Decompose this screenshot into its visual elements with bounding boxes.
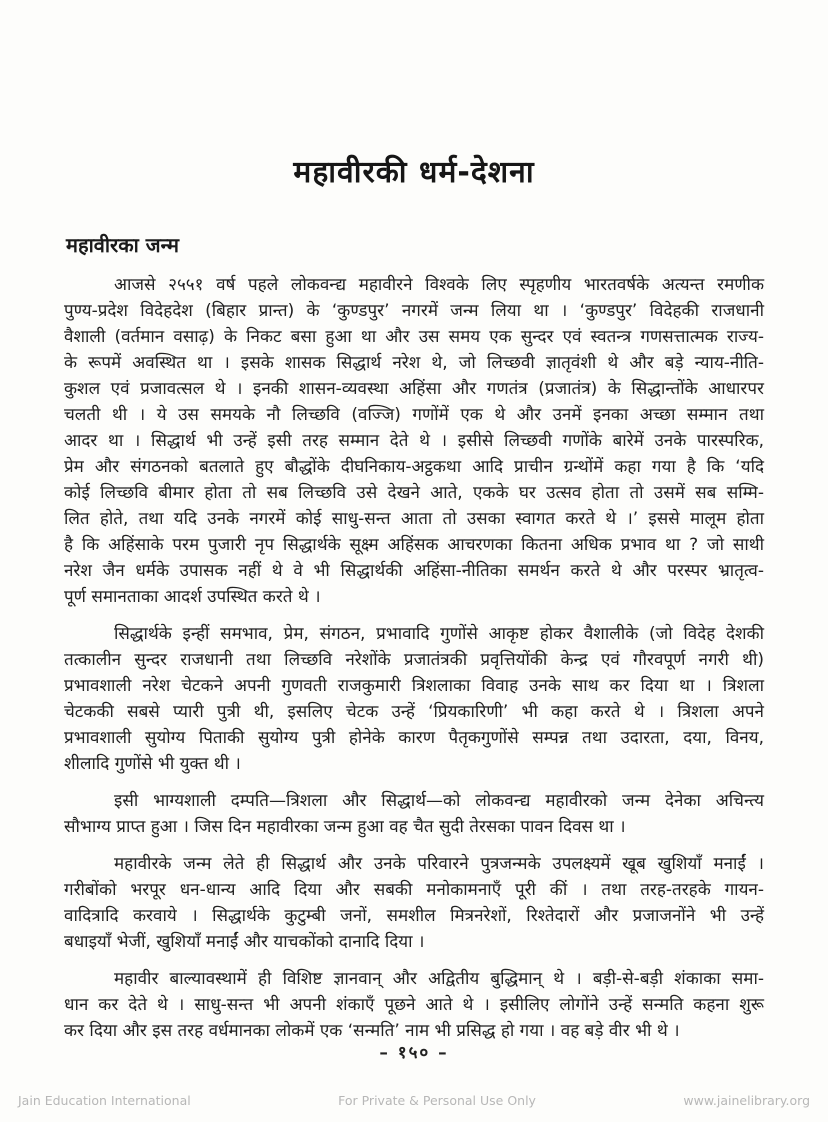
text-line: वैशाली (वर्तमान वसाढ़) के निकट बसा हुआ था और उस समय एक सुन्दर एवं स्वतन्त्र गणसत्तात्मक राज्य-	[64, 327, 764, 347]
text-line: पूर्ण समानताका आदर्श उपस्थित करते थे ।	[64, 587, 321, 607]
text-line: चलती थी । ये उस समयके नौ लिच्छवि (वज्जि) गणोंमें एक थे और उनमें इनका अच्छा सम्मान तथा	[64, 405, 764, 425]
footer-right-text: www.jainelibrary.org	[683, 1093, 810, 1108]
text-line: आदर था । सिद्धार्थ भी उन्हें इसी तरह सम्मान देते थे । इसीसे लिच्छवी गणोंके बारेमें उनके पारस्परिक,	[64, 431, 764, 451]
text-line: पुण्य-प्रदेश विदेहदेश (बिहार प्रान्त) के ‘कुण्डपुर’ नगरमें जन्म लिया था । ‘कुण्डपुर’ विदेहकी राजधानी	[64, 301, 764, 321]
footer-center-text: For Private & Personal Use Only	[338, 1093, 536, 1108]
text-line: सिद्धार्थके इन्हीं समभाव, प्रेम, संगठन, प्रभावादि गुणोंसे आकृष्ट होकर वैशालीके (जो विदेह देशकी	[114, 624, 764, 644]
text-line: इसी भाग्यशाली दम्पति—त्रिशला और सिद्धार्थ—को लोकवन्द्य महावीरको जन्म देनेका अचिन्त्य	[114, 791, 764, 811]
text-line: आजसे २५५१ वर्ष पहले लोकवन्द्य महावीरने विश्वके लिए स्पृहणीय भारतवर्षके अत्यन्त रमणीक	[114, 275, 764, 295]
text-line: कर दिया और इस तरह वर्धमानका लोकमें एक ‘सन्मति’ नाम भी प्रसिद्ध हो गया । वह बड़े वीर भी थे ।	[64, 1021, 680, 1041]
text-line: चेटककी सबसे प्यारी पुत्री थी, इसलिए चेटक उन्हें ‘प्रियकारिणी’ भी कहा करते थे । त्रिशला अपने	[64, 702, 764, 722]
text-line: बधाइयाँ भेजीं, खुशियाँ मनाईं और याचकोंको दानादि दिया ।	[64, 932, 425, 952]
text-line: प्रभावशाली नरेश चेटकने अपनी गुणवती राजकुमारी त्रिशलाका विवाह उनके साथ कर दिया था । त्रिशला	[64, 676, 764, 696]
section-heading: महावीरका जन्म	[66, 233, 179, 257]
text-line: के रूपमें अवस्थित था । इसके शासक सिद्धार्थ नरेश थे, जो लिच्छवी ज्ञातृवंशी थे और बड़े न्याय-नीति-	[64, 353, 764, 373]
text-line: शीलादि गुणोंसे भी युक्त थी ।	[64, 754, 241, 774]
text-line: नरेश जैन धर्मके उपासक नहीं थे वे भी सिद्धार्थकी अहिंसा-नीतिका समर्थन करते थे और परस्पर भ्रातृत्व-	[64, 561, 764, 581]
text-line: सौभाग्य प्राप्त हुआ । जिस दिन महावीरका जन्म हुआ वह चैत सुदी तेरसका पावन दिवस था ।	[64, 817, 626, 837]
text-line: तत्कालीन सुन्दर राजधानी तथा लिच्छवि नरेशोंके प्रजातंत्रकी प्रवृत्तियोंकी केन्द्र एवं गौरवपूर्ण नगरी थी)	[64, 650, 764, 670]
text-line: वादित्रादि करवाये । सिद्धार्थके कुटुम्बी जनों, समशील मित्रनरेशों, रिश्तेदारों और प्रजाजनोंने भी उन्हें	[64, 906, 764, 926]
text-line: महावीरके जन्म लेते ही सिद्धार्थ और उनके परिवारने पुत्रजन्मके उपलक्ष्यमें खूब खुशियाँ मनाईं ।	[114, 854, 764, 874]
paragraph-2	[64, 621, 764, 777]
text-line: लित होते, तथा यदि उनके नगरमें कोई साधु-सन्त आता तो उसका स्वागत करते थे ।’ इससे मालूम होता	[64, 509, 764, 529]
text-line: धान कर देते थे । साधु-सन्त भी अपनी शंकाएँ पूछने आते थे । इसीलिए लोगोंने उन्हें सन्मति कहना शुरू	[64, 995, 764, 1015]
scan-footer	[0, 1093, 828, 1108]
text-line: प्रेम और संगठनको बतलाते हुए बौद्धोंके दीघनिकाय-अट्ठकथा आदि प्राचीन ग्रन्थोंमें कहा गया है कि ‘यदि	[64, 457, 764, 477]
text-line: महावीर बाल्यावस्थामें ही विशिष्ट ज्ञानवान् और अद्वितीय बुद्धिमान् थे । बड़ी-से-बड़ी शंकाका समा-	[114, 969, 764, 989]
page-title: महावीरकी धर्म-देशना	[293, 155, 535, 190]
paragraph-5	[64, 966, 764, 1044]
text-line: प्रभावशाली सुयोग्य पिताकी सुयोग्य पुत्री होनेके कारण पैतृकगुणोंसे सम्पन्न तथा उदारता, दया, विनय,	[64, 728, 764, 748]
text-line: गरीबोंको भरपूर धन-धान्य आदि दिया और सबकी मनोकामनाएँ पूरी कीं । तथा तरह-तरहके गायन-	[64, 880, 764, 900]
page-number: – १५० –	[379, 1043, 449, 1063]
paragraph-3	[64, 788, 764, 840]
paragraph-4	[64, 851, 764, 955]
text-line: है कि अहिंसाके परम पुजारी नृप सिद्धार्थके सूक्ष्म अहिंसक आचरणका कितना अधिक प्रभाव था ? जो साथी	[64, 535, 764, 555]
text-line: कुशल एवं प्रजावत्सल थे । इनकी शासन-व्यवस्था अहिंसा और गणतंत्र (प्रजातंत्र) के सिद्धान्तोंके आधारपर	[64, 379, 764, 399]
text-line: कोई लिच्छवि बीमार होता तो सब लिच्छवि उसे देखने आते, एकके घर उत्सव होता तो उसमें सब सम्मि-	[64, 483, 764, 503]
footer-left-text: Jain Education International	[18, 1093, 191, 1108]
paragraph-1	[64, 272, 764, 610]
page-content	[0, 231, 828, 1044]
